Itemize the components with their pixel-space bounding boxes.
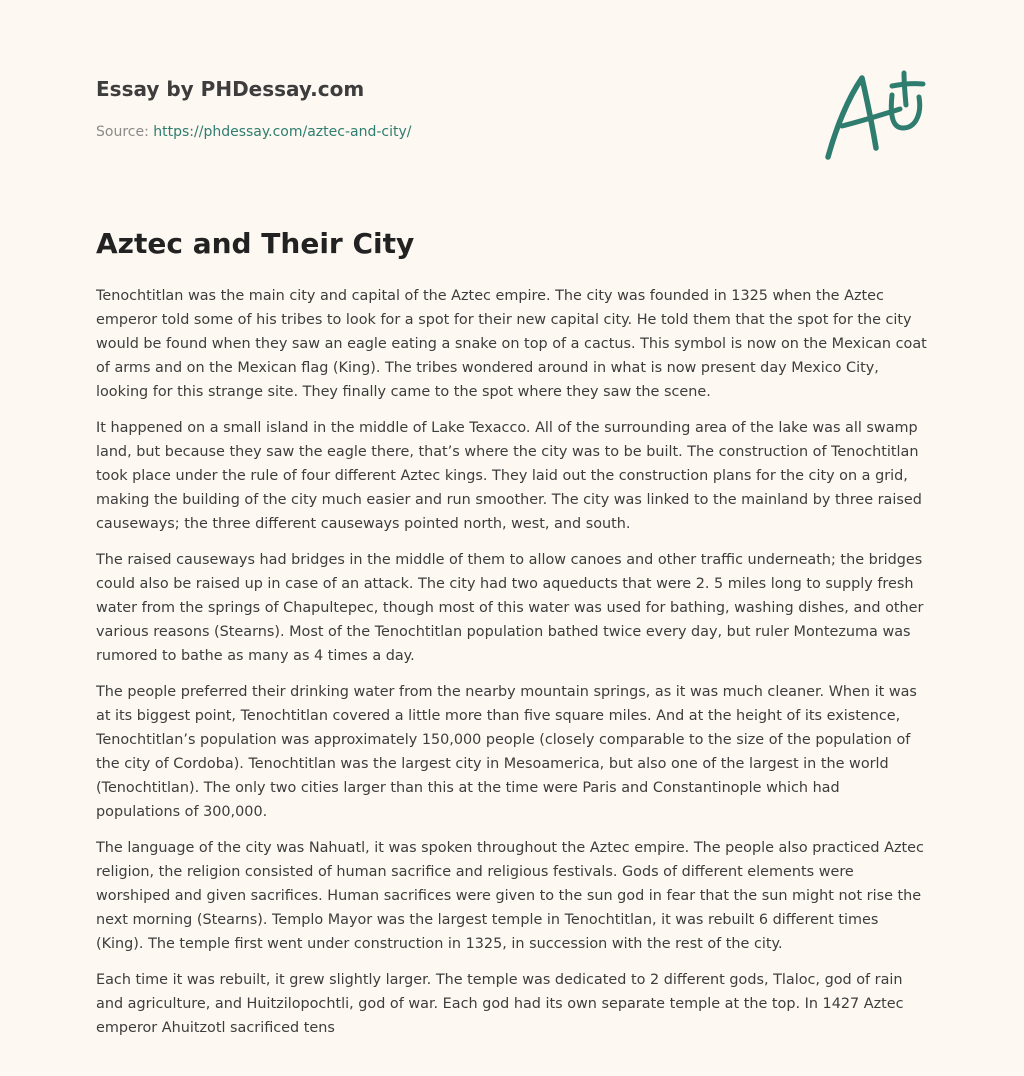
brand-title: Essay by PHDessay.com: [96, 77, 365, 101]
essay-body: [96, 284, 928, 1052]
a-plus-logo-icon: [818, 64, 930, 164]
paragraph: Tenochtitlan was the main city and capital of the Aztec empire. The city was founded in 1325 when the Aztec emperor told some of his tribes to look for a spot for their new capital city. He told them that the spot for the city would be found when they saw an eagle eating a snake on top of a cactus. This symbol is now on the Mexican coat of arms and on the Mexican flag (King). The tribes wondered around in what is now present day Mexico City, looking for this strange site. They finally came to the spot where they saw the scene.: [96, 288, 927, 400]
essay-title: Aztec and Their City: [96, 227, 415, 260]
paragraph: The language of the city was Nahuatl, it was spoken throughout the Aztec empire. The people also practiced Aztec religion, the religion consisted of human sacrifice and religious festivals. Gods of different elements were worshiped and given sacrifices. Human sacrifices were given to the sun god in fear that the sun might not rise the next morning (Stearns). Templo Mayor was the largest temple in Tenochtitlan, it was rebuilt 6 different times (King). The temple first went under construction in 1325, in succession with the rest of the city.: [96, 840, 924, 952]
source-link[interactable]: https://phdessay.com/aztec-and-city/: [153, 124, 412, 140]
paragraph: The people preferred their drinking water from the nearby mountain springs, as it was much cleaner. When it was at its biggest point, Tenochtitlan covered a little more than five square miles. And at the height of its existence, Tenochtitlan’s population was approximately 150,000 people (closely comparable to the size of the population of the city of Cordoba). Tenochtitlan was the largest city in Mesoamerica, but also one of the largest in the world (Tenochtitlan). The only two cities larger than this at the time were Paris and Constantinople which had populations of 300,000.: [96, 684, 917, 820]
source-label: Source:: [96, 124, 149, 140]
paragraph: It happened on a small island in the middle of Lake Texacco. All of the surrounding area of the lake was all swamp land, but because they saw the eagle there, that’s where the city was to be built. The construction of Tenochtitlan took place under the rule of four different Aztec kings. They laid out the construction plans for the city on a grid, making the building of the city much easier and run smoother. The city was linked to the mainland by three raised causeways; the three different causeways pointed north, west, and south.: [96, 420, 922, 532]
source-line: [96, 122, 856, 142]
paragraph: Each time it was rebuilt, it grew slightly larger. The temple was dedicated to 2 different gods, Tlaloc, god of rain and agriculture, and Huitzilopochtli, god of war. Each god had its own separate temple at the top. In 1427 Aztec emperor Ahuitzotl sacrificed tens: [96, 972, 904, 1036]
paragraph: The raised causeways had bridges in the middle of them to allow canoes and other traffic underneath; the bridges could also be raised up in case of an attack. The city had two aqueducts that were 2. 5 miles long to supply fresh water from the springs of Chapultepec, though most of this water was used for bathing, washing dishes, and other various reasons (Stearns). Most of the Tenochtitlan population bathed twice every day, but ruler Montezuma was rumored to bathe as many as 4 times a day.: [96, 552, 924, 664]
essay-header: [96, 74, 856, 142]
